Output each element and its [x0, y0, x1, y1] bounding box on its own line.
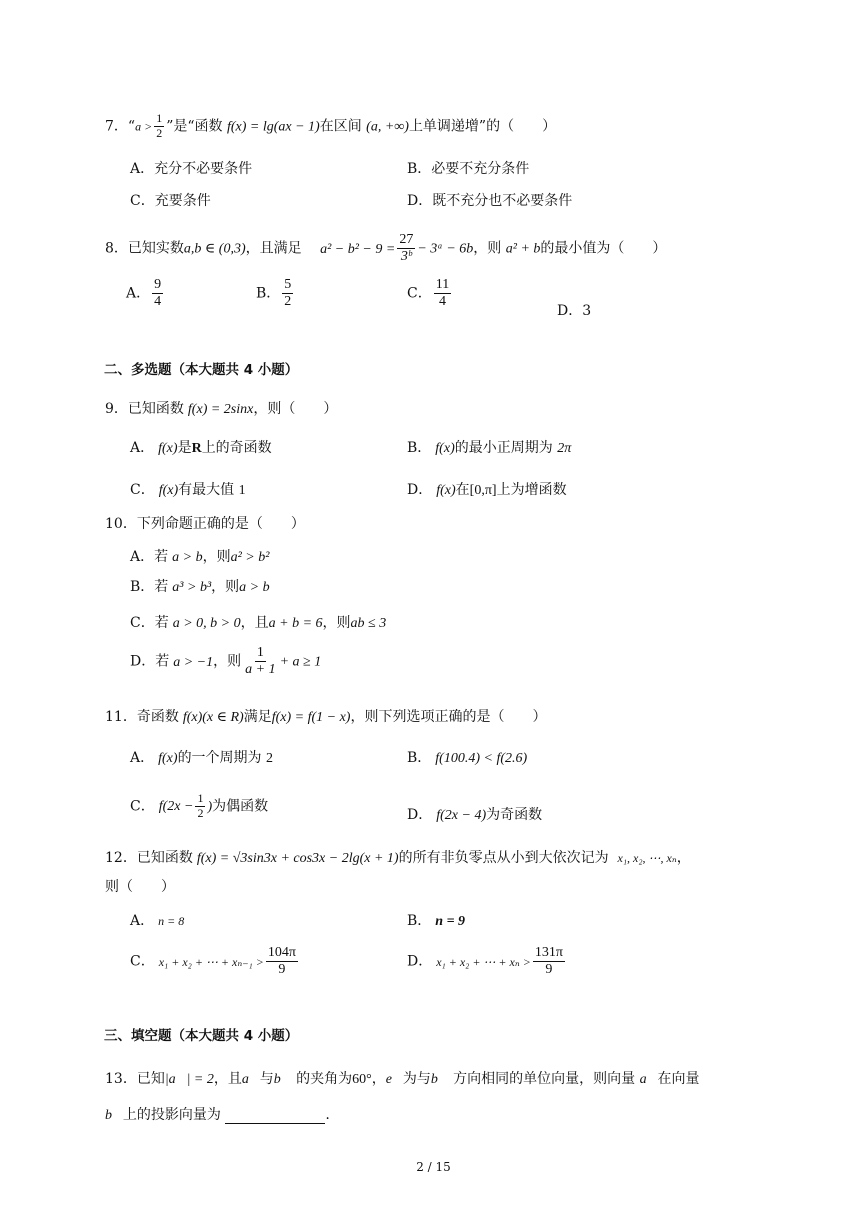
question-8-stem: 8．已知实数a,b ∈ (0,3)，且满足 a² − b² − 9 = $\frac{27}{\text{3ᵇ}}$ − 3ᵃ − 6b，则 a² + b的最小值为（ ） — [105, 232, 667, 265]
question-7-option-b: B．必要不充分条件 — [407, 161, 530, 177]
question-12-option-b: B． n = 9 — [407, 913, 466, 929]
question-7-stem: 7．“a > $\frac{1}{2}$ ”是“函数 f(x) = lg(ax − 1)在区间 (a, +∞)上单调递增”的（ ） — [105, 111, 557, 140]
question-7-option-c: C．充要条件 — [130, 193, 211, 209]
question-9-option-d: D． f(x)在[0,π]上为增函数 — [407, 482, 567, 498]
section-2-heading: 二、多选题（本大题共 4 小题） — [104, 362, 299, 378]
question-7-option-d: D．既不充分也不必要条件 — [407, 193, 573, 209]
question-10-option-b: B．若 a³ > b³，则a > b — [130, 579, 270, 595]
question-9-option-b: B． f(x)的最小正周期为 2π — [407, 440, 572, 456]
question-10-stem: 10．下列命题正确的是（ ） — [105, 516, 305, 532]
page-number: 2 / 15 — [416, 1160, 451, 1174]
question-13-stem: 13．已知|a⃗| = 2，且a⃗与b⃗ 的夹角为60°，e⃗为与b⃗ 方向相同的单位向量，则向量 a⃗在向量 — [105, 1071, 700, 1087]
question-11-option-b: B． f(100.4) < f(2.6) — [407, 750, 528, 766]
question-12-option-a: A． n = 8 — [130, 913, 185, 929]
question-13-stem-line2: b⃗上的投影向量为 . — [105, 1107, 330, 1123]
question-10-option-c: C．若 a > 0, b > 0，且a + b = 6，则ab ≤ 3 — [130, 615, 387, 631]
section-3-heading: 三、填空题（本大题共 4 小题） — [104, 1028, 299, 1044]
question-10-option-a: A．若 a > b，则a² > b² — [130, 549, 270, 565]
question-12-stem-line2: 则（ ） — [105, 879, 175, 895]
question-10-option-d: D．若 a > −1，则 $\frac{1}{a + 1}$ + a ≥ 1 — [130, 645, 322, 678]
question-8-option-d: D．3 — [557, 303, 592, 319]
question-11-option-c: C． f(2x − $\frac{1}{2}$ )为偶函数 — [130, 791, 269, 820]
question-12-option-c: C． x₁ + x₂ + ⋯ + xₙ₋₁ > $\frac{104\pi}{9}$ — [130, 945, 296, 978]
answer-blank[interactable] — [225, 1109, 325, 1124]
question-11-stem: 11．奇函数 f(x)(x ∈ R)满足f(x) = f(1 − x)，则下列选项正确的是（ ） — [105, 709, 547, 725]
question-7-option-a: A．充分不必要条件 — [130, 161, 253, 177]
question-8-option-a: A． $\frac{9}{4}$ — [126, 277, 162, 310]
question-8-option-c: C． $\frac{11}{4}$ — [407, 277, 450, 310]
question-9-option-a: A． f(x)是R上的奇函数 — [130, 440, 272, 456]
question-9-option-c: C． f(x)有最大值 1 — [130, 482, 246, 498]
question-12-stem: 12．已知函数 f(x) = √3sin3x + cos3x − 2lg(x + 1)的所有非负零点从小到大依次记为 x₁, x₂, ⋯, xₙ， — [105, 850, 691, 866]
question-9-stem: 9．已知函数 f(x) = 2sinx，则（ ） — [105, 401, 338, 417]
question-11-option-a: A． f(x)的一个周期为 2 — [130, 750, 274, 766]
question-8-option-b: B． $\frac{5}{2}$ — [256, 277, 292, 310]
question-12-option-d: D． x₁ + x₂ + ⋯ + xₙ > $\frac{131\pi}{9}$ — [407, 945, 563, 978]
question-11-option-d: D． f(2x − 4)为奇函数 — [407, 807, 543, 823]
